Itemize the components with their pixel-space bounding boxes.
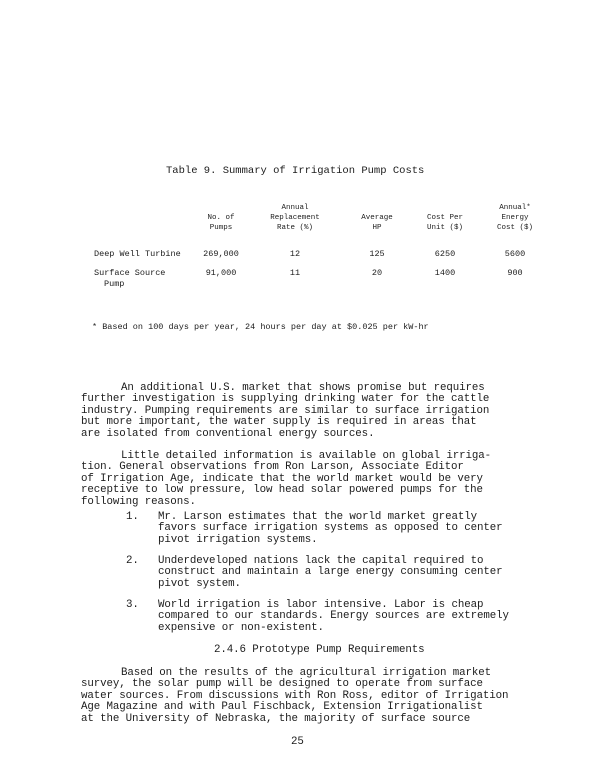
header-rate-line3: Rate (%) bbox=[276, 224, 313, 232]
p2-line: of Irrigation Age, indicate that the world market would be very bbox=[81, 472, 483, 485]
header-cost bbox=[414, 213, 476, 233]
list-item-line: compared to our standards. Energy sources are extremely bbox=[158, 610, 509, 623]
list-item-line: World irrigation is labor intensive. Labor is cheap bbox=[158, 599, 484, 611]
header-pumps-line1: No. of bbox=[207, 214, 235, 222]
row-2-name-line2: Pump bbox=[104, 279, 125, 289]
section-line: water sources. From discussions with Ron Ross, editor of Irrigation bbox=[81, 689, 509, 702]
row-1-hp: 125 bbox=[369, 249, 385, 259]
page-number: 25 bbox=[291, 736, 304, 748]
header-energy-line3: Cost ($) bbox=[496, 224, 533, 232]
row-1-rate: 12 bbox=[289, 249, 301, 259]
header-hp-line2: HP bbox=[372, 224, 382, 232]
list-item-line: Mr. Larson estimates that the world market greatly bbox=[158, 511, 477, 523]
row-2-hp: 20 bbox=[371, 268, 383, 278]
row-2-energy: 900 bbox=[507, 268, 523, 278]
list-item-line: favors surface irrigation systems as opposed to center bbox=[158, 522, 503, 535]
list-item-number: 1. bbox=[126, 511, 139, 523]
section-line: Based on the results of the agricultural irrigation market bbox=[121, 667, 491, 679]
header-rate bbox=[258, 203, 332, 233]
p1-line: further investigation is supplying drinking water for the cattle bbox=[81, 393, 490, 406]
paragraph-2 bbox=[81, 451, 541, 508]
header-energy bbox=[490, 203, 540, 233]
section-line: survey, the solar pump will be designed to operate from surface bbox=[81, 678, 483, 691]
p1-line: are isolated from conventional energy sources. bbox=[81, 427, 375, 440]
p2-line: following reasons. bbox=[81, 495, 196, 508]
header-pumps-line2: Pumps bbox=[209, 224, 233, 232]
p2-line: receptive to low pressure, low head solar powered pumps for the bbox=[81, 484, 483, 497]
p1-line: An additional U.S. market that shows promise but requires bbox=[121, 382, 485, 394]
row-2-rate: 11 bbox=[289, 268, 301, 278]
header-energy-line1: Annual* bbox=[499, 204, 531, 212]
row-1-cost: 6250 bbox=[434, 249, 456, 259]
row-2-pumps: 91,000 bbox=[205, 268, 237, 278]
list-item-line: Underdeveloped nations lack the capital required to bbox=[158, 555, 484, 567]
table-footnote: * Based on 100 days per year, 24 hours per day at $0.025 per kW-hr bbox=[92, 322, 429, 332]
section-heading: 2.4.6 Prototype Pump Requirements bbox=[214, 644, 425, 656]
list-item-number: 3. bbox=[126, 599, 139, 611]
header-rate-line1: Annual bbox=[281, 204, 309, 212]
p2-line: Little detailed information is available on global irriga- bbox=[121, 450, 491, 462]
row-2-cost: 1400 bbox=[434, 268, 456, 278]
list-item bbox=[126, 556, 546, 592]
section-line: at the University of Nebraska, the majority of surface source bbox=[81, 712, 471, 725]
row-2-name bbox=[94, 268, 165, 290]
header-rate-line2: Replacement bbox=[270, 214, 320, 222]
list-item-line: expensive or non-existent. bbox=[158, 621, 324, 634]
p1-line: but more important, the water supply is required in areas that bbox=[81, 416, 477, 429]
section-line: Age Magazine and with Paul Fischback, Extension Irrigationalist bbox=[81, 701, 483, 714]
header-hp bbox=[348, 213, 406, 233]
list-item-line: construct and maintain a large energy consuming center bbox=[158, 566, 503, 579]
header-pumps bbox=[196, 213, 246, 233]
reasons-list bbox=[126, 512, 546, 636]
header-hp-line1: Average bbox=[361, 214, 393, 222]
header-cost-line2: Unit ($) bbox=[426, 224, 463, 232]
header-cost-line1: Cost Per bbox=[426, 214, 463, 222]
row-1-pumps: 269,000 bbox=[203, 249, 239, 259]
pump-cost-table bbox=[0, 0, 612, 320]
section-paragraph bbox=[81, 668, 551, 725]
list-item-line: pivot irrigation systems. bbox=[158, 533, 318, 546]
row-2-name-line1: Surface Source bbox=[94, 268, 166, 278]
row-1-name: Deep Well Turbine bbox=[94, 249, 181, 259]
row-1-energy: 5600 bbox=[504, 249, 526, 259]
list-item bbox=[126, 600, 546, 636]
header-energy-line2: Energy bbox=[501, 214, 529, 222]
list-item bbox=[126, 512, 546, 548]
table-title: Table 9. Summary of Irrigation Pump Costs bbox=[166, 165, 425, 177]
p2-line: tion. General observations from Ron Larson, Associate Editor bbox=[81, 461, 464, 474]
p1-line: industry. Pumping requirements are similar to surface irrigation bbox=[81, 404, 490, 417]
paragraph-1 bbox=[81, 383, 541, 440]
list-item-number: 2. bbox=[126, 555, 139, 567]
list-item-line: pivot system. bbox=[158, 577, 241, 590]
